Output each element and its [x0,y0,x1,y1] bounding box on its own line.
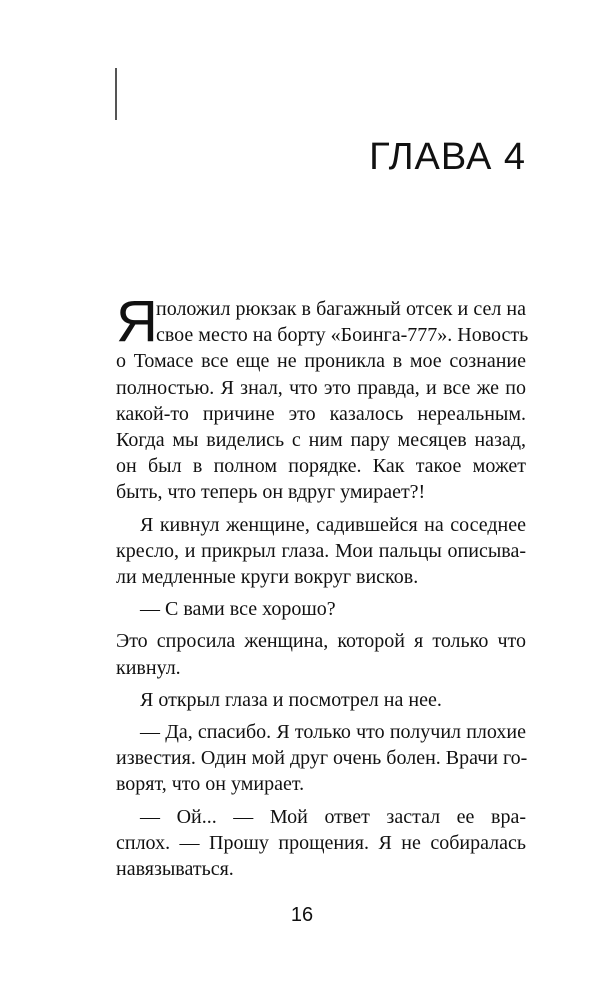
chapter-title: ГЛАВА 4 [369,136,526,178]
text-line: — Да, спасибо. Я только что получил плохие [140,721,526,744]
page-number: 16 [290,904,314,926]
text-line: полностью. Я знал, что это правда, и все же по [116,376,526,399]
text-line: Я кивнул женщине, садившейся на соседнее [140,513,526,536]
text-line: навязываться. [116,858,234,881]
text-line: свое место на борту «Боинга-777». Новость [156,324,529,347]
text-line: известия. Один мой друг очень болен. Врачи го- [116,747,528,770]
paragraph-4 [116,628,526,680]
text-line: Когда мы виделись с ним пару месяцев назад, [116,429,526,452]
text-line: он был в полном порядке. Как такое может [116,455,526,478]
text-line: кресло, и прикрыл глаза. Мои пальцы описыва- [116,539,526,562]
text-line: — Ой... — Мой ответ застал ее вра- [140,805,526,828]
paragraph-5 [116,687,526,713]
paragraph-7 [116,804,526,883]
text-line: какой-то причине это казалось нереальным. [116,402,526,425]
text-line: быть, что теперь он вдруг умирает?! [116,481,426,504]
paragraph-6 [116,719,526,798]
text-line: Я открыл глаза и посмотрел на нее. [140,688,442,711]
paragraph-2 [116,512,526,591]
header-rule [115,68,117,120]
text-line: — С вами все хорошо? [140,598,336,621]
text-line: сплох. — Прошу прощения. Я не собиралась [116,831,526,854]
text-line: Это спросила женщина, которой я только что [116,630,526,653]
drop-cap: Я [116,289,158,354]
body-text [116,289,529,882]
text-line: положил рюкзак в багажный отсек и сел на [156,298,526,320]
text-line: ли медленные круги вокруг висков. [116,566,419,589]
text-line: о Томасе все еще не проникла в мое сознание [116,350,526,373]
text-line: ворят, что он умирает. [116,773,305,796]
paragraph-3 [116,596,526,622]
paragraph-1 [116,289,529,506]
text-line: кивнул. [116,656,181,679]
